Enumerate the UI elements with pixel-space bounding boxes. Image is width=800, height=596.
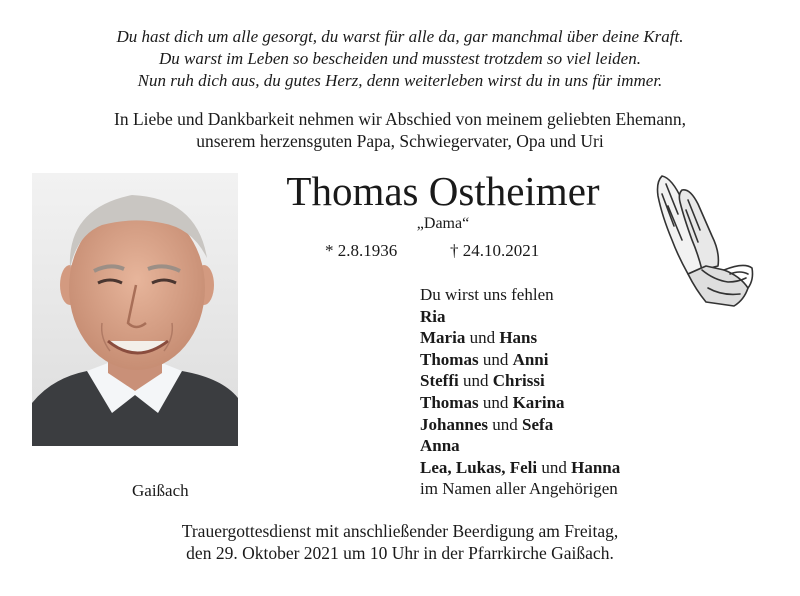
mourner-name: Thomas	[420, 349, 479, 369]
mourner-name: Anni	[512, 349, 549, 369]
deceased-nickname: „Dama“	[416, 215, 470, 232]
place-name: Gaißach	[132, 481, 189, 500]
mourner-name: Thomas	[420, 392, 479, 412]
mourner-row	[420, 327, 620, 349]
poem-line: Du warst im Leben so bescheiden und musstest trotzdem so viel leiden.	[159, 49, 641, 68]
mourner-row	[420, 349, 620, 371]
mourner-row	[420, 457, 620, 479]
mourner-row	[420, 306, 620, 328]
poem-line: Nun ruh dich aus, du gutes Herz, denn weiterleben wirst du in uns für immer.	[137, 71, 663, 90]
intro-line: unserem herzensguten Papa, Schwiegervater, Opa und Uri	[196, 131, 604, 151]
portrait-photo	[32, 173, 238, 446]
service-line: Trauergottesdienst mit anschließender Beerdigung am Freitag,	[181, 521, 619, 541]
mourner-name: Hanna	[571, 457, 621, 477]
mourner-row	[420, 370, 620, 392]
conjunction: und	[478, 392, 513, 412]
mourner-name: Lea, Lukas, Feli	[420, 457, 538, 477]
mourner-row	[420, 435, 620, 457]
mourner-name: Hans	[499, 328, 538, 348]
mourner-row	[420, 392, 620, 414]
birth-date: * 2.8.1936	[325, 241, 398, 260]
intro-text	[0, 108, 800, 152]
conjunction: und	[458, 371, 493, 391]
mourner-name: Karina	[512, 392, 565, 412]
mourners-closing: im Namen aller Angehörigen	[420, 479, 618, 499]
conjunction: und	[478, 349, 513, 369]
mourners-opening: Du wirst uns fehlen	[420, 285, 554, 304]
mourner-name: Johannes	[420, 414, 489, 434]
mourner-name: Ria	[420, 306, 446, 326]
death-date: † 24.10.2021	[450, 241, 540, 260]
conjunction: und	[537, 457, 572, 477]
conjunction: und	[488, 414, 523, 434]
mourners-list	[420, 284, 620, 500]
service-line: den 29. Oktober 2021 um 10 Uhr in der Pfarrkirche Gaißach.	[186, 543, 614, 563]
mourner-name: Sefa	[522, 414, 554, 434]
mourner-name: Steffi	[420, 371, 459, 391]
mourner-name: Maria	[420, 328, 466, 348]
mourner-row	[420, 414, 620, 436]
service-info	[0, 520, 800, 564]
mourner-name: Anna	[420, 436, 460, 456]
poem	[0, 26, 800, 92]
intro-line: In Liebe und Dankbarkeit nehmen wir Abschied von meinem geliebten Ehemann,	[114, 109, 686, 129]
conjunction: und	[465, 328, 500, 348]
poem-line: Du hast dich um alle gesorgt, du warst für alle da, gar manchmal über deine Kraft.	[116, 27, 684, 46]
praying-hands-icon	[648, 170, 760, 310]
mourner-name: Chrissi	[492, 371, 545, 391]
deceased-name: Thomas Ostheimer	[286, 168, 600, 214]
